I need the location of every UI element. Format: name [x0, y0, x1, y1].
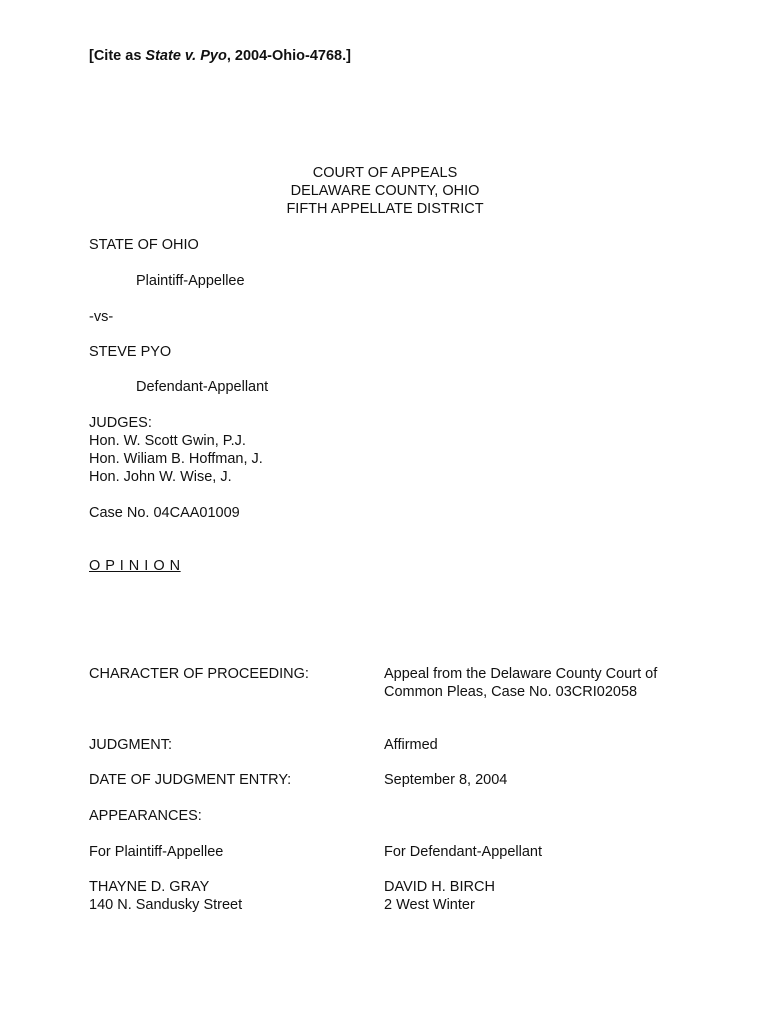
citation-line: [89, 47, 351, 65]
proceeding-value-line1: Appeal from the Delaware County Court of: [384, 666, 658, 682]
judge-item: Hon. John W. Wise, J.: [89, 469, 232, 485]
appellee-counsel-heading: For Plaintiff-Appellee: [89, 844, 224, 860]
appellant-counsel-address: 2 West Winter: [384, 897, 475, 913]
judge-item: Hon. W. Scott Gwin, P.J.: [89, 433, 246, 449]
citation-case-name: State v. Pyo: [145, 48, 227, 64]
case-number: Case No. 04CAA01009: [89, 505, 240, 521]
proceeding-label: CHARACTER OF PROCEEDING:: [89, 666, 309, 682]
court-county: DELAWARE COUNTY, OHIO: [290, 183, 480, 199]
judge-item: Hon. Wiliam B. Hoffman, J.: [89, 451, 263, 467]
citation-prefix: [Cite as: [89, 48, 146, 64]
opinion-heading: O P I N I O N: [89, 558, 181, 574]
judgment-date-label: DATE OF JUDGMENT ENTRY:: [89, 772, 292, 788]
defendant-name: STEVE PYO: [89, 344, 172, 360]
defendant-role: Defendant-Appellant: [136, 379, 269, 395]
appellee-counsel-address: 140 N. Sandusky Street: [89, 897, 243, 913]
judgment-date-value: September 8, 2004: [384, 772, 508, 788]
plaintiff-role: Plaintiff-Appellee: [136, 273, 245, 289]
appellee-counsel-name: THAYNE D. GRAY: [89, 879, 210, 895]
judgment-value: Affirmed: [384, 737, 438, 753]
appearances-heading: APPEARANCES:: [89, 808, 202, 824]
appellant-counsel-heading: For Defendant-Appellant: [384, 844, 542, 860]
proceeding-value-line2: Common Pleas, Case No. 03CRI02058: [384, 684, 638, 700]
judges-heading: JUDGES:: [89, 415, 152, 431]
court-header: [0, 164, 770, 218]
court-district: FIFTH APPELLATE DISTRICT: [286, 201, 484, 217]
appellant-counsel-name: DAVID H. BIRCH: [384, 879, 495, 895]
versus-label: -vs-: [89, 309, 114, 325]
plaintiff-name: STATE OF OHIO: [89, 237, 199, 253]
court-name: COURT OF APPEALS: [312, 165, 458, 181]
judgment-label: JUDGMENT:: [89, 737, 172, 753]
citation-suffix: , 2004-Ohio-4768.]: [226, 48, 351, 64]
